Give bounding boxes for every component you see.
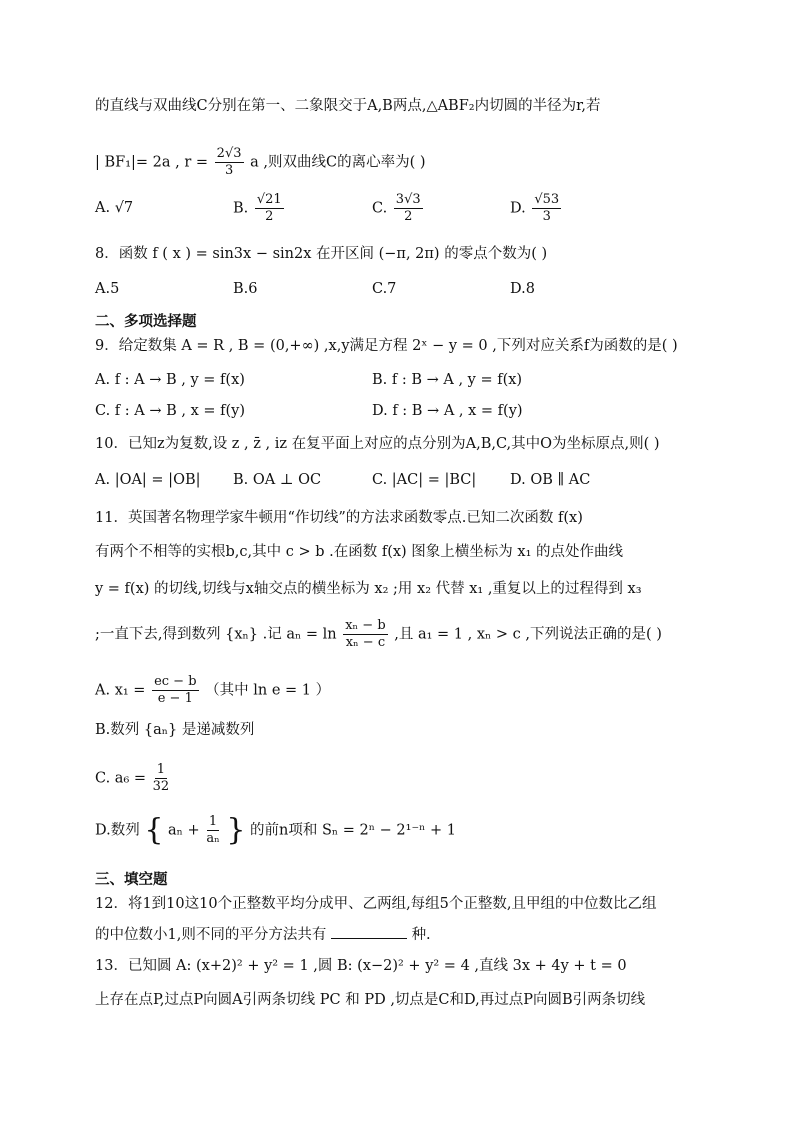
q11-line4-post: ,且 a₁ = 1 , xₙ > c ,下列说法正确的是( ) — [394, 626, 662, 643]
fraction-numerator: 1 — [156, 762, 166, 777]
option-label: D.数列 — [95, 822, 140, 839]
q7-radius-fraction — [215, 146, 244, 179]
q7-line2-post: a ,则双曲线C的离心率为( ) — [250, 154, 426, 171]
fraction-denominator: 3 — [542, 209, 551, 224]
fraction-denominator: e − 1 — [157, 691, 193, 706]
option-label: C. — [372, 200, 388, 217]
q10-option-d: D. OB ∥ AC — [510, 472, 591, 488]
q9-option-b: B. f : B → A , y = f(x) — [372, 372, 523, 388]
answer-blank[interactable] — [331, 924, 407, 939]
fraction-denominator: xₙ − c — [345, 635, 386, 650]
q7-option-d — [510, 192, 563, 225]
q7-option-c — [372, 192, 425, 225]
q8-option-a: A.5 — [95, 281, 120, 297]
q7-line2-pre: | BF₁|= 2a , r = — [95, 154, 209, 171]
q8-stem: 8．函数 f ( x ) = sin3x − sin2x 在开区间 (−π, 2π) 的零点个数为( ) — [95, 246, 548, 262]
fraction-numerator: ec − b — [154, 674, 197, 689]
option-fraction — [394, 192, 423, 225]
q8-option-d: D.8 — [510, 281, 535, 297]
q13-line2: 上存在点P,过点P向圆A引两条切线 PC 和 PD ,切点是C和D,再过点P向圆B引两条切线 — [95, 992, 646, 1008]
q8-option-c: C.7 — [372, 281, 397, 297]
option-note: （其中 ln e = 1 ） — [205, 682, 331, 699]
option-label: D. — [510, 200, 526, 217]
section-heading-fill-in: 三、填空题 — [95, 872, 168, 888]
q11-option-d — [95, 814, 456, 847]
fraction-numerator: 1 — [208, 814, 218, 829]
q11-line4-pre: ;一直下去,得到数列 {xₙ} .记 aₙ = ln — [95, 626, 337, 643]
option-label: A. x₁ = — [95, 682, 146, 699]
q12-line1: 12．将1到10这10个正整数平均分成甲、乙两组,每组5个正整数,且甲组的中位数比乙组 — [95, 896, 657, 912]
q11-line3: y = f(x) 的切线,切线与x轴交点的横坐标为 x₂ ;用 x₂ 代替 x₁ ,重复以上的过程得到 x₃ — [95, 581, 642, 597]
q9-stem: 9．给定数集 A = R , B = (0,+∞) ,x,y满足方程 2ˣ − y = 0 ,下列对应关系f为函数的是( ) — [95, 338, 678, 354]
q10-option-c: C. |AC| = |BC| — [372, 472, 477, 488]
option-fraction — [206, 814, 219, 847]
fraction-denominator: 32 — [152, 779, 170, 794]
q10-option-a: A. |OA| = |OB| — [95, 472, 201, 488]
option-fraction — [152, 674, 198, 707]
fraction-numerator: 3√3 — [395, 192, 421, 207]
q11-line4 — [95, 618, 662, 651]
q11-log-fraction — [343, 618, 387, 651]
left-brace: { — [144, 812, 164, 848]
q11-option-b: B.数列 {aₙ} 是递减数列 — [95, 722, 255, 738]
fraction-numerator: √21 — [256, 192, 282, 207]
q9-option-a: A. f : A → B , y = f(x) — [95, 372, 245, 388]
option-fraction — [153, 762, 170, 795]
q8-option-b: B.6 — [233, 281, 258, 297]
q11-option-c — [95, 762, 171, 795]
q13-line1: 13．已知圆 A: (x+2)² + y² = 1 ,圆 B: (x−2)² + y² = 4 ,直线 3x + 4y + t = 0 — [95, 958, 627, 974]
fraction-denominator: 2 — [404, 209, 413, 224]
q10-stem: 10．已知z为复数,设 z , z̄ , iz 在复平面上对应的点分别为A,B,C,其中O为坐标原点,则( ) — [95, 436, 660, 452]
fraction-numerator: xₙ − b — [345, 618, 386, 633]
q7-option-a: A. √7 — [95, 200, 134, 216]
q11-line1: 11．英国著名物理学家牛顿用“作切线”的方法求函数零点.已知二次函数 f(x) — [95, 510, 583, 526]
q7-line1: 的直线与双曲线C分别在第一、二象限交于A,B两点,△ABF₂内切圆的半径为r,若 — [95, 98, 601, 114]
option-label: B. — [233, 200, 249, 217]
q7-option-b — [233, 192, 286, 225]
right-brace: } — [226, 812, 246, 848]
q11-option-a — [95, 674, 330, 707]
q10-option-b: B. OA ⊥ OC — [233, 472, 322, 488]
fraction-denominator: aₙ — [206, 831, 220, 846]
option-post: 的前n项和 Sₙ = 2ⁿ − 2¹⁻ⁿ + 1 — [250, 822, 456, 839]
fraction-denominator: 3 — [224, 163, 234, 178]
fraction-numerator: √53 — [534, 192, 560, 207]
q12-line2 — [95, 924, 431, 945]
q9-option-d: D. f : B → A , x = f(y) — [372, 403, 523, 419]
option-fraction — [532, 192, 561, 225]
q12-line2-pre: 的中位数小1,则不同的平分方法共有 — [95, 927, 327, 943]
q11-line2: 有两个不相等的实根b,c,其中 c > b .在函数 f(x) 图象上横坐标为 x₁ 的点处作曲线 — [95, 544, 624, 560]
fraction-numerator: 2√3 — [216, 146, 242, 161]
fraction-denominator: 2 — [265, 209, 274, 224]
q9-option-c: C. f : A → B , x = f(y) — [95, 403, 246, 419]
q12-line2-post: 种. — [411, 927, 431, 943]
sequence-term: aₙ + — [168, 822, 200, 839]
option-label: C. a₆ = — [95, 770, 147, 787]
option-fraction — [255, 192, 284, 225]
section-heading-multiple-choice: 二、多项选择题 — [95, 314, 197, 330]
q7-line2 — [95, 146, 426, 179]
